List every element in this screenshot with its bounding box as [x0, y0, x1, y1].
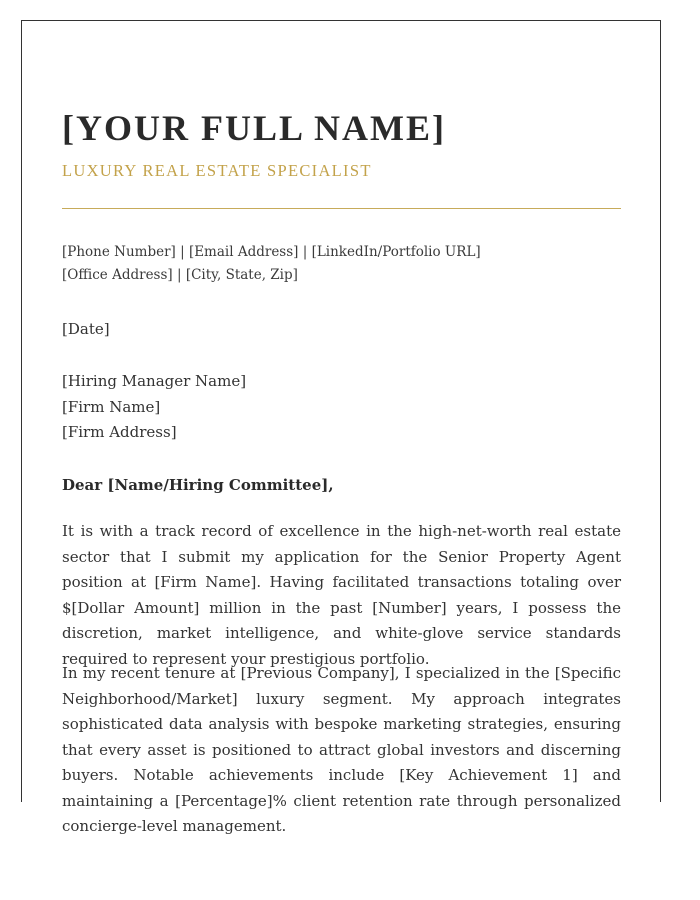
letter-page: [21, 20, 661, 835]
applicant-title: LUXURY REAL ESTATE SPECIALIST: [62, 161, 372, 180]
recipient-block: [62, 369, 246, 446]
contact-block: [62, 241, 481, 287]
contact-line-1: [Phone Number] | [Email Address] | [LinkedIn/Portfolio URL]: [62, 244, 481, 260]
header-divider: [62, 208, 621, 209]
recipient-firm: [Firm Name]: [62, 397, 161, 416]
body-paragraph-1: It is with a track record of excellence in the high-net-worth real estate sector that I submit my application for the Senior Property Agent position at [Firm Name]. Having facilitated transactions totaling over $[Dollar Amount] million in the past [Number] years, I possess the discretion, market intelligence, and white-glove service standards required to represent your prestigious portfolio.: [62, 522, 621, 668]
salutation: Dear [Name/Hiring Committee],: [62, 476, 334, 494]
applicant-name: [YOUR FULL NAME]: [62, 108, 446, 148]
letter-date: [Date]: [62, 320, 110, 338]
recipient-address: [Firm Address]: [62, 423, 177, 441]
body-paragraph-2: In my recent tenure at [Previous Company], I specialized in the [Specific Neighborhood/Market] luxury segment. My approach integrates sophisticated data analysis with bespoke marketing strategies, ensuring that every asset is positioned to attract global investors and discerning buyers. Notable achievements include [Key Achievement 1] and maintaining a [Percentage]% client retention rate through personalized concierge-level management.: [62, 664, 621, 835]
recipient-name: [Hiring Manager Name]: [62, 372, 247, 390]
contact-line-2: [Office Address] | [City, State, Zip]: [62, 267, 298, 283]
